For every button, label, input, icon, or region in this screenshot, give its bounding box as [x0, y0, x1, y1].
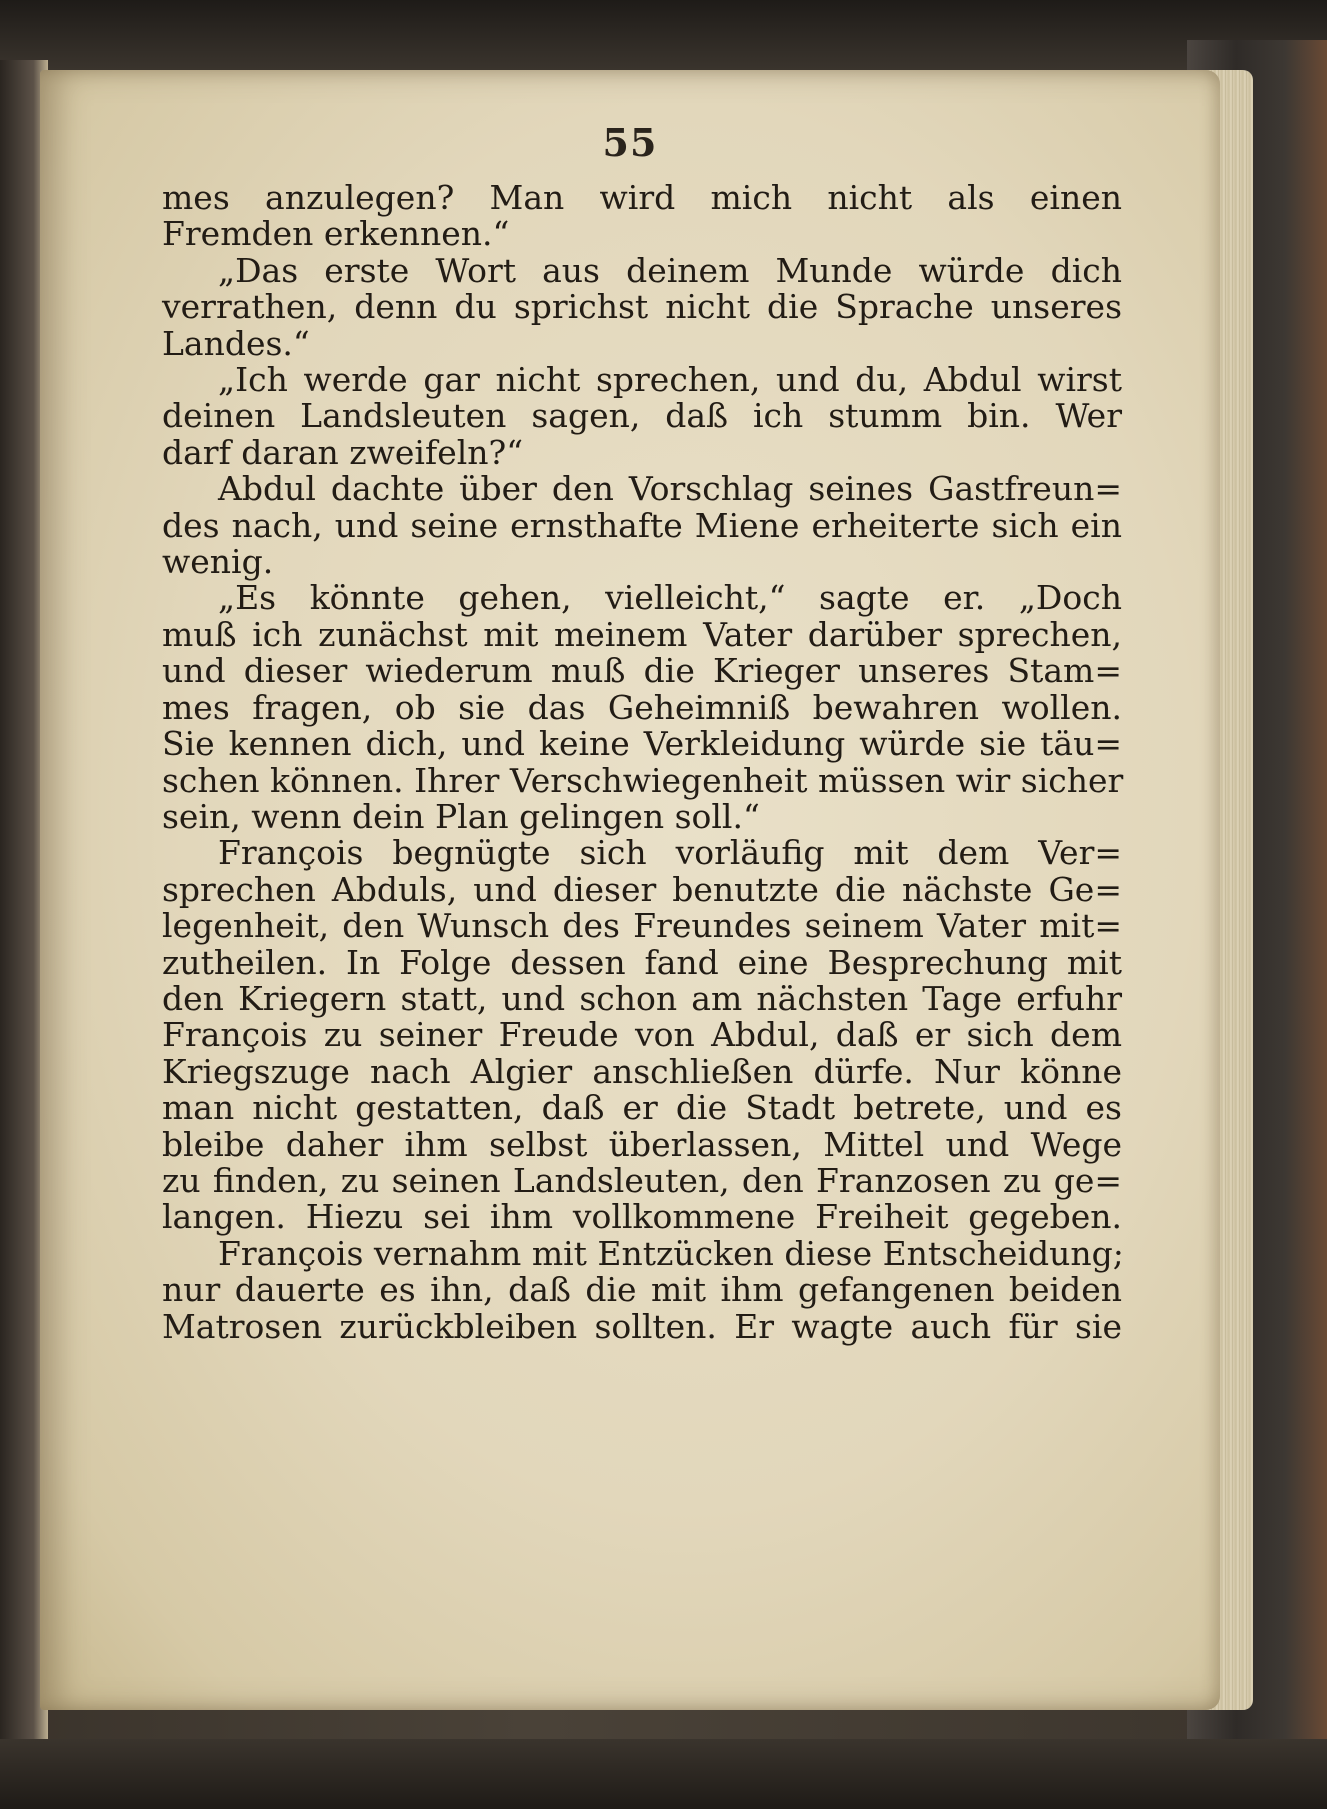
text-line: muß ich zunächst mit meinem Vater darüber sprechen,: [162, 614, 1122, 654]
text-line: „Ich werde gar nicht sprechen, und du, Abdul wirst: [218, 360, 1122, 400]
text-line: zutheilen. In Folge dessen fand eine Besprechung mit: [162, 942, 1122, 982]
text-line: mes fragen, ob sie das Geheimniß bewahren wollen.: [162, 687, 1122, 727]
text-line: Fremden erkennen.“: [162, 214, 510, 254]
text-line: mes anzulegen? Man wird mich nicht als einen: [162, 178, 1122, 217]
text-line: den Kriegern statt, und schon am nächsten Tage erfuhr: [162, 978, 1122, 1018]
text-line: Landes.“: [162, 323, 310, 363]
text-line: zu finden, zu seinen Landsleuten, den Franzosen zu ge=: [162, 1160, 1122, 1200]
cover-top-edge: [0, 0, 1327, 70]
text-line: Sie kennen dich, und keine Verkleidung würde sie täu=: [162, 724, 1122, 764]
page-text: [162, 180, 1122, 1345]
text-line: „Es könnte gehen, vielleicht,“ sagte er. „Doch: [218, 578, 1122, 618]
text-line: legenheit, den Wunsch des Freundes seinem Vater mit=: [162, 906, 1122, 946]
text-line: wenig.: [162, 542, 274, 582]
text-line: schen können. Ihrer Verschwiegenheit müssen wir sicher: [162, 760, 1124, 800]
text-line: François begnügte sich vorläufig mit dem Ver=: [218, 833, 1122, 873]
text-line: und dieser wiederum muß die Krieger unseres Stam=: [162, 651, 1122, 691]
text-line: man nicht gestatten, daß er die Stadt betrete, und es: [162, 1088, 1122, 1128]
page-number: 55: [602, 120, 658, 165]
text-line: verrathen, denn du sprichst nicht die Sprache unseres: [162, 287, 1122, 327]
text-line: darf daran zweifeln?“: [162, 432, 524, 472]
text-line: des nach, und seine ernsthafte Miene erheiterte sich ein: [162, 505, 1122, 545]
text-line: „Das erste Wort aus deinem Munde würde dich: [218, 250, 1122, 290]
text-line: nur dauerte es ihn, daß die mit ihm gefangenen beiden: [162, 1270, 1122, 1310]
cover-bottom-edge: [0, 1739, 1327, 1809]
text-line: François vernahm mit Entzücken diese Entscheidung;: [218, 1233, 1124, 1273]
text-line: sprechen Abduls, und dieser benutzte die nächste Ge=: [162, 869, 1122, 909]
text-line: François zu seiner Freude von Abdul, daß er sich dem: [162, 1015, 1122, 1055]
text-line: bleibe daher ihm selbst überlassen, Mittel und Wege: [162, 1124, 1122, 1164]
text-line: langen. Hiezu sei ihm vollkommene Freiheit gegeben.: [162, 1197, 1122, 1237]
text-line: deinen Landsleuten sagen, daß ich stumm bin. Wer: [162, 396, 1122, 436]
text-line: Abdul dachte über den Vorschlag seines Gastfreun=: [218, 469, 1122, 509]
text-line: sein, wenn dein Plan gelingen soll.“: [162, 796, 760, 836]
text-line: Kriegszuge nach Algier anschließen dürfe. Nur könne: [162, 1051, 1122, 1091]
text-line: Matrosen zurückbleiben sollten. Er wagte auch für sie: [162, 1306, 1122, 1346]
